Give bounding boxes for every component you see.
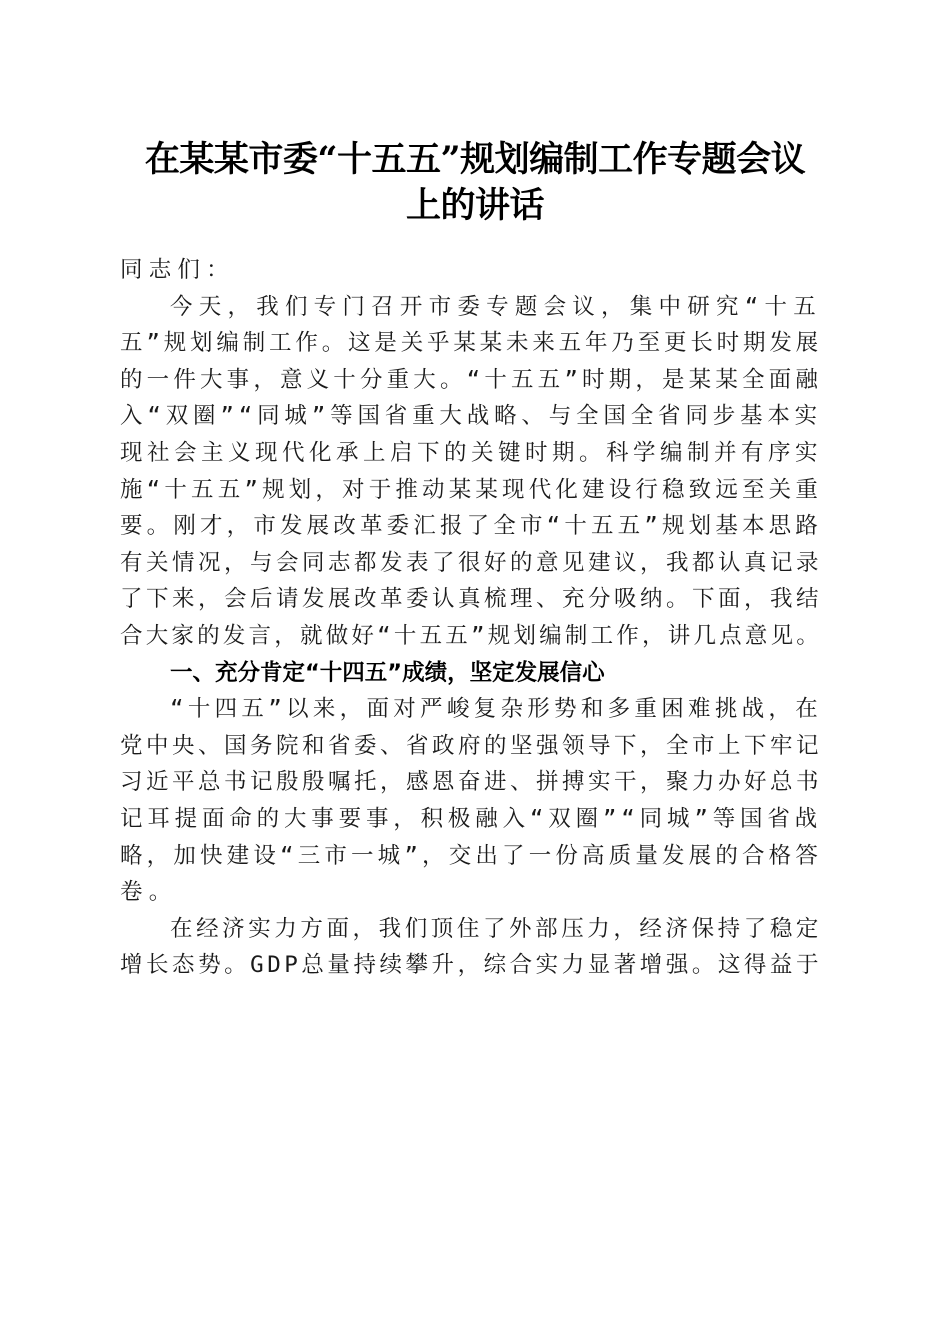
paragraph-line: 在经济实力方面，我们顶住了外部压力，经济保持了稳定 [170,915,822,942]
paragraph-line: 了下来，会后请发展改革委认真梳理、充分吸纳。下面，我结 [120,586,822,613]
paragraph-line: 五”规划编制工作。这是关乎某某未来五年乃至更长时期发展 [120,330,822,357]
document-body [120,252,822,984]
paragraph-economy [120,911,822,984]
paragraph-line: 今天，我们专门召开市委专题会议，集中研究“十五 [170,293,822,320]
paragraph-line: 入“双圈”“同城”等国省重大战略、与全国全省同步基本实 [120,403,822,430]
paragraph-intro [120,289,822,655]
paragraph-line: 要。刚才，市发展改革委汇报了全市“十五五”规划基本思路 [120,513,822,540]
paragraph-line: 习近平总书记殷殷嘱托，感恩奋进、拼搏实干，聚力办好总书 [120,769,822,796]
paragraph-line: 合大家的发言，就做好“十五五”规划编制工作，讲几点意见。 [120,622,822,649]
paragraph-line: 施“十五五”规划，对于推动某某现代化建设行稳致远至关重 [120,476,822,503]
paragraph-line: 卷。 [120,879,178,906]
document-title-line-2: 上的讲话 [405,185,544,226]
paragraph-line: 党中央、国务院和省委、省政府的坚强领导下，全市上下牢记 [120,732,822,759]
paragraph-line: 的一件大事，意义十分重大。“十五五”时期，是某某全面融 [120,366,822,393]
paragraph-line: 略，加快建设“三市一城”，交出了一份高质量发展的合格答 [120,842,822,869]
paragraph-line: 现社会主义现代化承上启下的关键时期。科学编制并有序实 [120,439,822,466]
paragraph-achievements [120,691,822,911]
paragraph-line: 记耳提面命的大事要事，积极融入“双圈”“同城”等国省战 [120,805,822,832]
salutation: 同志们： [120,257,235,283]
document-title-line-1: 在某某市委“十五五”规划编制工作专题会议 [144,139,806,180]
paragraph-line: “十四五”以来，面对严峻复杂形势和多重困难挑战，在 [170,696,822,723]
section-heading-1: 一、充分肯定“十四五”成绩，坚定发展信心 [170,659,605,686]
paragraph-line: 增长态势。GDP总量持续攀升，综合实力显著增强。这得益于 [120,952,822,979]
paragraph-line: 有关情况，与会同志都发表了很好的意见建议，我都认真记录 [120,549,822,576]
